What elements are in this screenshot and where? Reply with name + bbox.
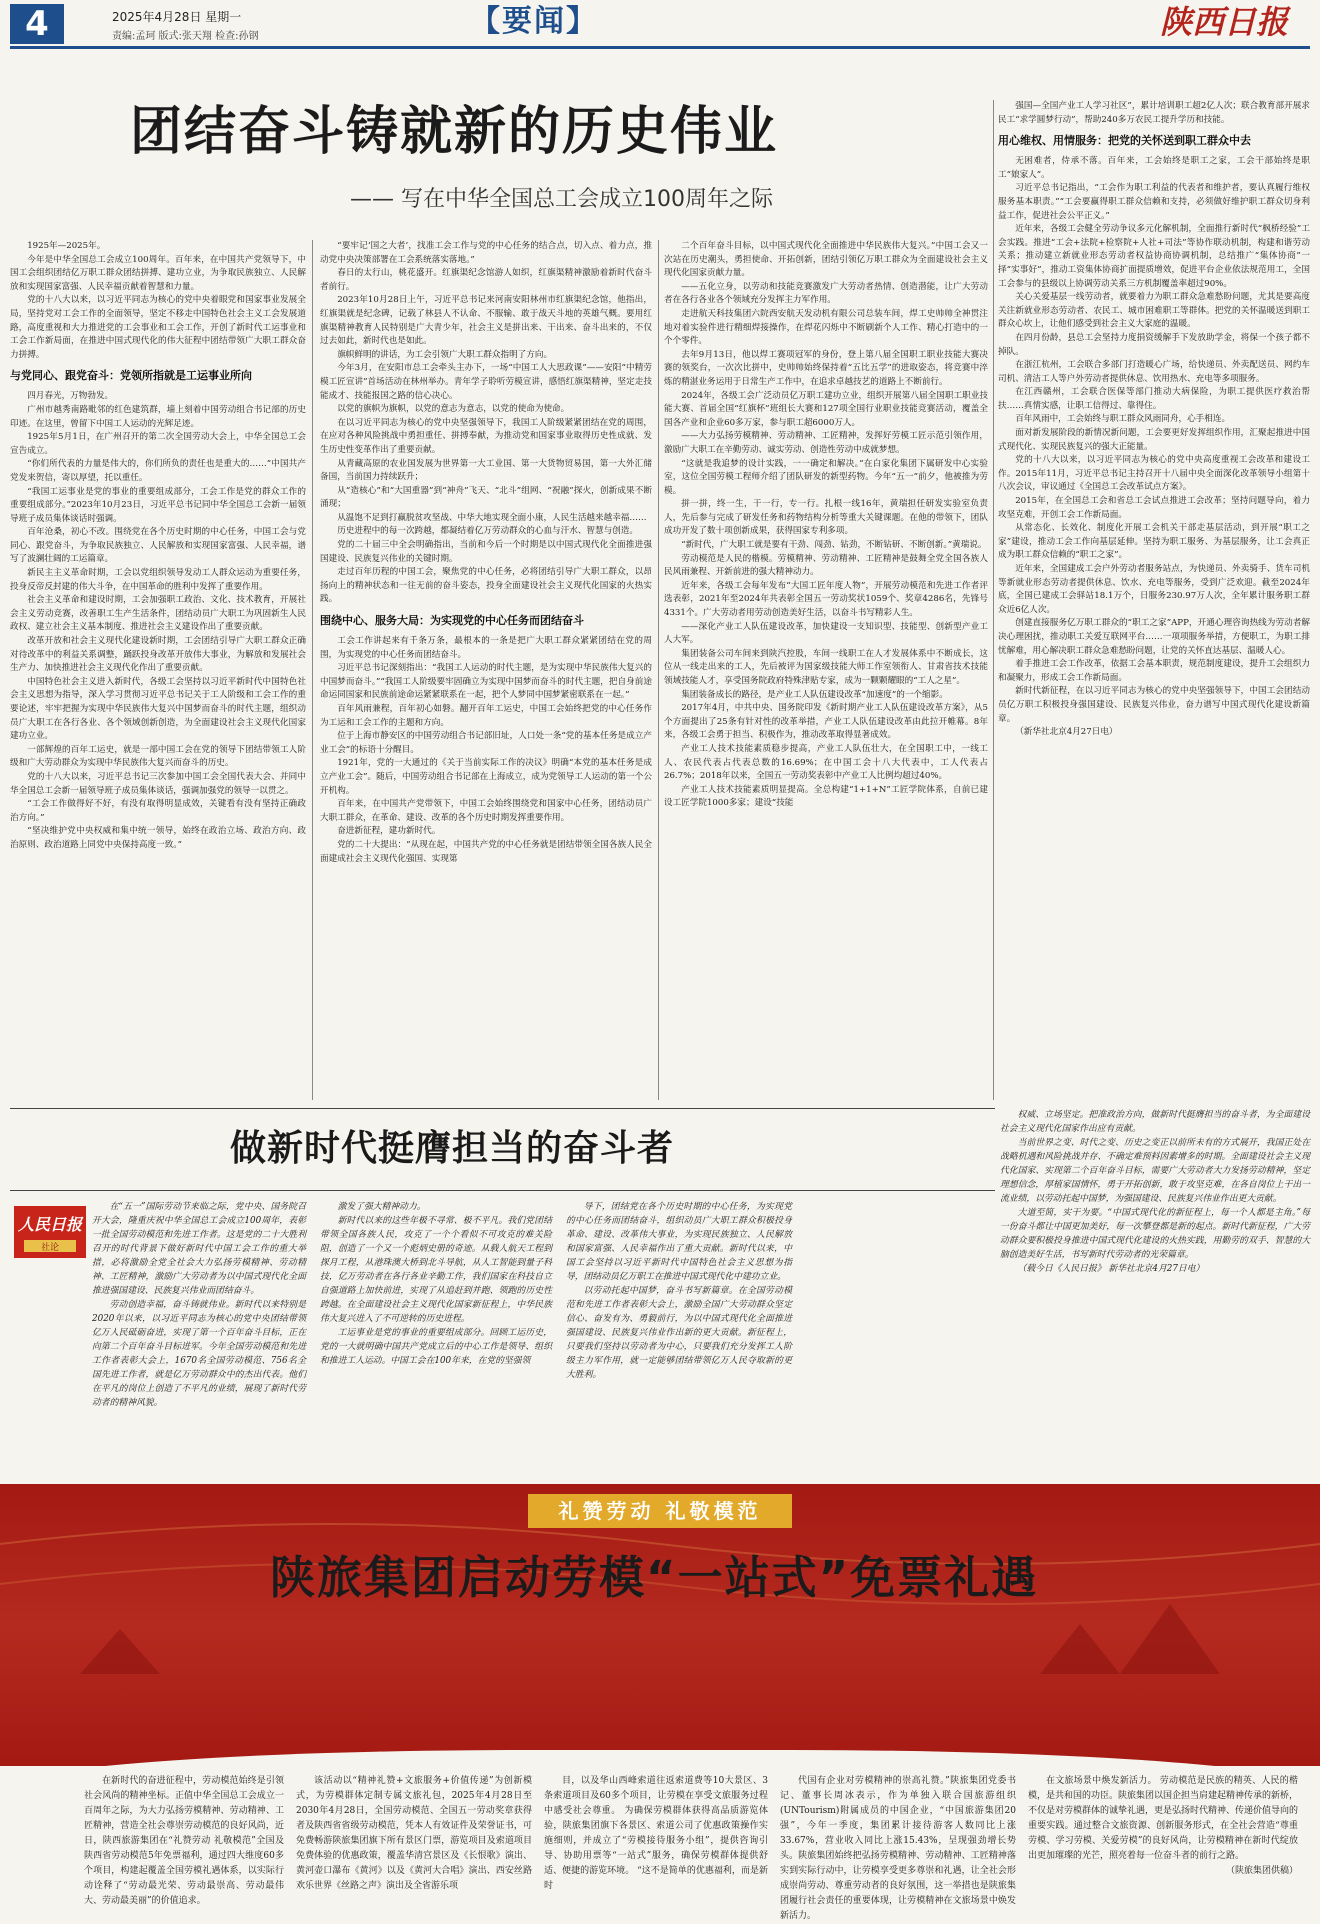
article-paragraph: 着手推进工会工作改革，依据工会基本职责，规范制度建设，提升工会组织力和凝聚力，形成工会工作新局面。 — [998, 659, 1310, 683]
article-paragraph: “这就是我追梦的设计实践，一一确定和解决。”在白家化集团下属研发中心实验室，这位全国劳模工程师介绍了团队研发的新型药物。今年“五一”前夕，他被推为劳模。 — [664, 458, 988, 496]
article1-title: 团结奋斗铸就新的历史伟业 — [130, 102, 779, 162]
section-heading: 与党同心、跟党奋斗：党领所指就是工运事业所向 — [10, 369, 252, 383]
masthead — [0, 0, 1320, 44]
people-daily-editorial-logo — [14, 1206, 86, 1258]
article2-column-3 — [566, 1200, 792, 1470]
section-rule — [10, 1190, 995, 1191]
article-paragraph: 创建直接服务亿万职工群众的“职工之家”APP，开通心理咨询热线为劳动者解决心理困扰，推动职工关爱互联网平台……一项项服务举措，方便职工，为职工排忧解难，用心解决职工群众急难愁盼问题，让党的关怀直达基层、温暖人心。 — [998, 618, 1310, 656]
article-paragraph: 去年9月13日，他以焊工赛项冠军的身份，登上第八届全国职工职业技能大赛决赛的领奖台，一次次比拼中，史帅帅始终保持着“五比五学”的进取姿态，将竞赛中淬炼的精湛业务运用于日常生产工作中，在追求卓越技艺的道路上不断前行。 — [664, 349, 988, 387]
article1-column-1 — [10, 240, 306, 1100]
article-paragraph: （新华社北京4月27日电） — [1015, 727, 1118, 738]
article-paragraph: ——五化立身，以劳动和技能竞赛激发广大劳动者热情、创造潜能，让广大劳动者在各行各业各个领域充分发挥主力军作用。 — [664, 281, 988, 306]
article-paragraph: ——大力弘扬劳模精神、劳动精神、工匠精神，发挥好劳模工匠示范引领作用，激励广大职工在辛勤劳动、诚实劳动、创造性劳动中成就梦想。 — [664, 431, 988, 455]
editor-credits: 责编:孟珂 版式:张天翔 检查:孙钢 — [112, 31, 259, 42]
article-paragraph: 关心关爱基层一线劳动者，就要着力为职工群众急难愁盼问题，尤其是要高度关注新就业形态劳动者、农民工、城市困难职工等群体。把党的关怀温暖送到职工群众心坎上，让他们感受到社会主义大家庭的温暖。 — [998, 292, 1310, 330]
article1-column-4 — [998, 100, 1310, 1100]
article3-paragraph: 该活动以“精神礼赞+文旅服务+价值传递”为创新模式，为劳模群体定制专属文旅礼包，2025年4月28日至2030年4月28日，全国劳动模范、全国五一劳动奖章获得者及陕西省省级劳动模范，凭本人有效证件及荣誉证书，可免费畅游陕旅集团旗下所有景区门票，游览项目及索道项目免费体验的优惠政策，覆盖华清宫景区及《长恨歌》演出、黄河壶口瀑布《黄河》以及《黄河大合唱》演出、西安丝路欢乐世界《丝路之声》演出及全省游乐项 — [296, 1776, 532, 1891]
section-heading: 围绕中心、服务大局：为实现党的中心任务而团结奋斗 — [320, 614, 584, 628]
article-paragraph: 二个百年奋斗目标，以中国式现代化全面推进中华民族伟大复兴。”中国工会又一次站在历史潮头，勇担使命、开拓创新，团结引领亿万职工群众为全面建设社会主义现代化国家贡献力量。 — [664, 241, 988, 279]
column-divider — [658, 240, 659, 1100]
paper-logo: 陕西日报 — [1160, 3, 1289, 41]
article-paragraph: 集团装备成长的路径，是产业工人队伍建设改革“加速度”的一个缩影。 — [681, 689, 948, 700]
article-paragraph: 社会主义革命和建设时期，工会加强职工政治、文化、技术教育，开展社会主义劳动竞赛，改善职工生产生活条件，团结动员广大职工为巩固新生人民政权、建立社会主义基本制度、推进社会主义建设作出了重要贡献。 — [10, 595, 306, 633]
article-paragraph: 2015年，在全国总工会和省总工会试点推进工会改革；坚持问题导向，着力攻坚克难，开创工会工作新局面。 — [998, 496, 1310, 520]
article-paragraph: 一部辉煌的百年工运史，就是一部中国工会在党的领导下团结带领工人阶级和广大劳动群众为实现中华民族伟大复兴而奋斗的历史。 — [10, 744, 306, 769]
article-paragraph: 1925年—2025年。 — [27, 241, 106, 251]
column-divider — [993, 100, 994, 1100]
article-paragraph: 1925年5月1日，在广州召开的第二次全国劳动大会上，中华全国总工会宣告成立。 — [10, 432, 306, 456]
article2-column-4 — [1000, 1108, 1310, 1470]
article3-column-1 — [84, 1774, 284, 1914]
article-paragraph: ——深化产业工人队伍建设改革，加快建设一支知识型、技能型、创新型产业工人大军。 — [664, 621, 988, 646]
article3-paragraph: 在文旅场景中焕发新活力。 劳动模范是民族的精英、人民的楷模，是共和国的功臣。陕旅集团以国企担当肩建起精神传承的新桥，不仅是对劳模群体的诚挚礼遇，更是弘扬时代精神、传递价值导向的重要实践。通过整合文旅资源、创新服务形式，在全社会营造“尊重劳模、学习劳模、关爱劳模”的良好风尚，让劳模精神在新时代绽放出更加璀璨的光芒，照亮着每一位奋斗者的前行之路。 — [1028, 1776, 1299, 1861]
article-paragraph: 从“造核心”和“大国重器”到“神舟”飞天、“北斗”组网、“祝融”探火，创新成果不断涌现； — [320, 485, 652, 510]
article-paragraph: 百年风雨中，工会始终与职工群众风雨同舟，心手相连。 — [1015, 414, 1231, 425]
article-paragraph: 工运事业是党的事业的重要组成部分。回顾工运历史，党的一大就明确中国共产党成立后的中心工作是领导、组织和推进工人运动。中国工会在100年来，在党的坚强领 — [320, 1328, 552, 1366]
article-paragraph: 产业工人技术技能素质明显提高。全总构建“1+1+N”工匠学院体系，自前已建设工匠学院1000多家；建设“技能 — [664, 784, 988, 809]
article1-column-3 — [664, 240, 988, 1100]
article3-column-4 — [780, 1774, 1016, 1921]
article-paragraph: 旗帜鲜明的讲话，为工会引领广大职工群众指明了方向。 — [337, 349, 553, 360]
article-paragraph: 中国特色社会主义进入新时代，各级工会坚持以习近平新时代中国特色社会主义思想为指导，深入学习贯彻习近平总书记关于工人阶级和工会工作的重要论述，牢牢把握为实现中华民族伟大复兴中国梦而奋斗的时代主题，组织动员广大职工在各行各业、各个领域创新创造，为全面建设社会主义现代化国家建功立业。 — [10, 676, 306, 742]
article-paragraph: “新时代，广大职工就是要有干劲、闯劲、钻劲，不断钻研、不断创新。”黄瑞说。 — [681, 540, 987, 551]
issue-date: 2025年4月28日 星期一 — [112, 10, 242, 24]
article-paragraph: 产业工人技术技能素质稳步提高，产业工人队伍壮大，在全国职工中，一线工人、农民代表占代表总数的16.69%；在中国工会十八大代表中，工人代表占26.7%；2018年以来，全国五一劳动奖表彰中产业工人比例均超过40%。 — [664, 743, 988, 782]
article-paragraph: 习近平总书记指出，“工会作为职工利益的代表者和维护者，要认真履行维权服务基本职责。”“工会要赢得职工群众信赖和支持，必须做好维护职工群众切身利益工作，促进社会公平正义。” — [998, 183, 1310, 221]
article-paragraph: 强国—全国产业工人学习社区”，累计培训职工超2亿人次；联合教育部开展求民工“求学圆梦行动”，帮助240多万农民工提升学历和技能。 — [998, 101, 1310, 125]
article-paragraph: “你们所代表的力量是伟大的，你们所负的责任也是重大的……”中国共产党发来贺信，寄以厚望，托以重任。 — [10, 459, 306, 483]
article3-signoff: （陕旅集团供稿） — [1225, 1866, 1298, 1876]
article3-paragraph: 在新时代的奋进征程中，劳动模范始终是引领社会风尚的精神坐标。正值中华全国总工会成立一百周年之际，为大力弘扬劳模精神、劳动精神、工匠精神，营造全社会尊崇劳动模范的良好风尚，近日，陕西旅游集团在“礼赞劳动 礼敬模范”全国及陕西省劳动模范5年免票福利，通过四大维度60多个项目，构建起覆盖全国劳模礼遇体系，以实际行动诠释了“劳动最光荣、劳动最崇高、劳动最伟大、劳动最美丽”的价值追求。 — [84, 1776, 284, 1906]
article-paragraph: 在浙江杭州，工会联合多部门打造暖心广场，给快递员、外卖配送员、网约车司机、清洁工人等户外劳动者提供休息、饮用热水、充电等多项服务。 — [998, 360, 1310, 384]
article-paragraph: 近年来，全国建成工会户外劳动者服务站点，为快递员、外卖骑手、货车司机等新就业形态劳动者提供休息、饮水、充电等服务，受到广泛欢迎。截至2024年底，全国已建成工会驿站18.1万个，日服务230.97万人次，全年累计服务职工群众近6亿人次。 — [998, 564, 1310, 615]
article-paragraph: 新民主主义革命时期，工会以党组织领导发动工人群众运动为重要任务，投身反帝反封建的伟大斗争，在中国革命的胜利中发挥了重要作用。 — [10, 568, 306, 592]
article-paragraph: 1921年，党的一大通过的《关于当前实际工作的决议》明确“本党的基本任务是成立产业工会”。随后，中国劳动组合书记部在上海成立，成为党领导工人运动的第一个公开机构。 — [320, 758, 652, 796]
article-paragraph: 习近平总书记深刻指出：“我国工人运动的时代主题，是为实现中华民族伟大复兴的中国梦而奋斗。”“我国工人阶级要牢固确立为实现中国梦而奋斗的时代主题，把自身前途命运同国家和民族前途命运紧紧联系在一起，把个人梦同中国梦紧密联系在一起。” — [320, 663, 652, 701]
article-paragraph: 拼一拼，终一生，干一行，专一行。扎根一线16年，黄瑞担任研发实验室负责人，先后参与完成了研发任务和药物结构分析等重大关键课题。在他的带领下，团队成功开发了数十项创新成果，获得国家专利多项。 — [664, 499, 988, 537]
article-paragraph: 今年3月，在安阳市总工会牵头主办下，一场“中国工人大思政课”——安阳“中精劳模工匠宣讲”首场活动在林州举办。青年学子聆听劳模宣讲，感悟红旗渠精神，坚定走技能成才、技能报国之路的信心决心。 — [320, 363, 652, 401]
article-paragraph: “工会工作做得好不好，有没有取得明显成效，关键看有没有坚持正确政治方向。” — [10, 799, 306, 823]
article-paragraph: 历史进程中的每一次跨越，都凝结着亿万劳动群众的心血与汗水、智慧与创造。 — [337, 526, 638, 537]
article-paragraph: 新时代新征程，在以习近平同志为核心的党中央坚强领导下，中国工会团结动员亿万职工积极投身强国建设、民族复兴伟业，奋力谱写中国式现代化建设新篇章。 — [998, 686, 1310, 724]
article-paragraph: 近年来，各级工会健全劳动争议多元化解机制，全面推行新时代“枫桥经验”工会实践。推进“工会+法院+检察院+人社+司法”等协作联动机制，构建和谐劳动关系；推动建立新就业形态劳动者权益协商协调机制，总结推广“集体协商”一择“实事好”，推动工资集体协商扩面提质增效，促进平台企业依法规范用工，全国工会参与的县级以上协调劳动关系三方机制覆盖率超过90%。 — [998, 224, 1310, 289]
article-paragraph: 党的十八大以来，以习近平同志为核心的党中央着眼党和国家事业发展全局，坚持党对工会工作的全面领导，坚定不移走中国特色社会主义工会发展道路，高度重视和大力推进党的工会事业和工会工作，开创了新时代工运事业和工会工作新局面，在推进中国式现代化的伟大征程中团结带领广大职工群众奋力拼搏。 — [10, 295, 306, 360]
article-paragraph: “要牢记‘国之大者’，找准工会工作与党的中心任务的结合点，切入点、着力点，推动党中央决策部署在工会系统落实落地。” — [320, 241, 652, 265]
section-label: 【要闻】 — [470, 4, 598, 39]
logo-subtitle: 社论 — [40, 1243, 60, 1253]
article-paragraph: 在江西赣州，工会联合医保等部门推动大病保险，为职工提供医疗救治帮扶……真情实感，让职工信得过、靠得住。 — [998, 387, 1310, 411]
article-paragraph: 今年是中华全国总工会成立100周年。百年来，在中国共产党领导下，中国工会组织团结亿万职工群众团结拼搏、建功立业，为争取民族独立、人民解放和实现国家富强、人民幸福贡献着智慧和力量。 — [10, 254, 306, 292]
article3-paragraph: 代国有企业对劳模精神的崇高礼赞。”陕旅集团党委书记、董事长周冰表示，作为单独入联合国旅游组织(UNTourism)附属成员的中国企业，“中国旅游集团20强”，今年一季度，集团累计接待游客人数同比上涨33.67%，营业收入同比上涨15.43%，呈现强劲增长势头。陕旅集团始终把弘扬劳模精神、劳动精神、工匠精神落实到实际行动中，让劳模享受更多尊崇和礼遇，让全社会形成崇尚劳动、尊重劳动者的良好氛围，这一举措也是陕旅集团履行社会责任的重要体现，让劳模精神在文旅场景中焕发新活力。 — [780, 1776, 1016, 1921]
article-paragraph: 百年沧桑，初心不改。围绕党在各个历史时期的中心任务，中国工会与党同心、跟党奋斗，为争取民族独立、人民解放和实现国家富强、人民幸福，谱写了波澜壮阔的工运篇章。 — [10, 527, 306, 565]
article-paragraph: 激发了强大精神动力。 — [337, 1202, 426, 1212]
article-paragraph: 党的十八大以来，习近平总书记三次参加中国工会全国代表大会、并同中华全国总工会新一届领导班子成员集体谈话，强调加强党的领导一以贯之。 — [10, 771, 306, 796]
article-paragraph: 从青藏高原的农业国发展为世界第一大工业国、第一大货物贸易国，第一大外汇储备国，当前国力持续跃升； — [320, 458, 652, 483]
article-paragraph: 2017年4月，中共中央、国务院印发《新时期产业工人队伍建设改革方案》，从5个方面提出了25条有针对性的改革举措，产业工人队伍建设改革由此拉开帷幕。8年来，各级工会勇于担当、积极作为，推动改革取得显著成效。 — [664, 703, 988, 741]
article-paragraph: 导下，团结党在各个历史时期的中心任务，为实现党的中心任务而团结奋斗，组织动员广大职工群众积极投身革命、建设、改革伟大事业，为实现民族独立、人民解放和国家富强、人民幸福作出了重大贡献。新时代以来，中国工会坚持以习近平新时代中国特色社会主义思想为指导，团结动员亿万职工在推进中国式现代化中建功立业。 — [566, 1202, 792, 1282]
article3-column-3 — [544, 1774, 768, 1914]
article3-column-2 — [296, 1774, 532, 1914]
article-paragraph: 当前世界之变、时代之变、历史之变正以前所未有的方式展开，我国正处在战略机遇和风险挑战并存、不确定难预料因素增多的时期。全面建设社会主义现代化国家、实现第二个百年奋斗目标，需要广大劳动者大力发扬劳动精神，坚定理想信念，厚植家国情怀，勇于开拓创新，敢于攻坚克难，在各自岗位上干出一流业绩，以劳动托起中国梦，为强国建设、民族复兴伟业作出更大贡献。 — [1000, 1138, 1310, 1204]
masthead-rule — [10, 46, 1310, 49]
article2-column-1 — [92, 1200, 306, 1470]
article-paragraph: 2023年10月28日上午，习近平总书记来河南安阳林州市红旗渠纪念馆，他指出，红旗渠就是纪念碑，记载了林县人不认命、不服输、敢于战天斗地的英雄气概。要用红旗渠精神教育人民特别是广大青少年，社会主义是拼出来、干出来、奋斗出来的，不仅过去如此，新时代也是如此。 — [320, 295, 652, 347]
article-paragraph: 党的二十届三中全会明确指出，当前和今后一个时期是以中国式现代化全面推进强国建设、民族复兴伟业的关键时期。 — [320, 540, 652, 564]
article2-title: 做新时代挺膺担当的奋斗者 — [230, 1127, 675, 1169]
article-paragraph: 工会工作讲起来有千条万条，最根本的一条是把广大职工群众紧紧团结在党的周围，为实现党的中心任务而团结奋斗。 — [320, 636, 652, 660]
article-paragraph: “坚决维护党中央权威和集中统一领导，始终在政治立场、政治方向、政治原则、政治道路上同党中央保持高度一致。” — [10, 826, 306, 850]
article2-column-2 — [320, 1200, 552, 1470]
article-paragraph: 近年来，各级工会每年发布“大国工匠年度人物”，开展劳动模范和先进工作者评选表彰，2021年至2024年共表彰全国五一劳动奖状1059个、奖章4286名，先锋号4331个。广大劳动者用劳动创造美好生活，以奋斗书写精彩人生。 — [664, 580, 988, 619]
article1-subtitle: —— 写在中华全国总工会成立100周年之际 — [350, 187, 773, 212]
section-rule — [10, 1108, 995, 1109]
article-paragraph: “我国工运事业是党的事业的重要组成部分，工会工作是党的群众工作的重要组成部分。”2023年10月23日，习近平总书记同中华全国总工会新一届领导班子成员集体谈话时强调。 — [10, 486, 306, 524]
article-paragraph: 奋进新征程，建功新时代。 — [337, 826, 441, 837]
article-paragraph: 在四月份龄，县总工会坚持力度捐资缓解手下发放助学金，将保一个孩子都不掉队。 — [998, 332, 1310, 357]
article-paragraph: 集团装备公司车间来到陕汽控股，车间一线职工在人才发展体系中不断成长，这位从一线走出来的工人，先后被评为国家级技能大师工作室领衔人、甘肃省技术技能领域技能人才，享受国务院政府特殊津贴专家，成为一颗颗耀眼的“工人之星”。 — [664, 648, 988, 686]
article-paragraph: 广州市越秀南路毗邻的红色建筑群，墙上刻着中国劳动组合书记部的历史印迹。在这里，曾留下中国工人运动的光辉足迹。 — [10, 404, 306, 429]
article3-kicker: 礼赞劳动 礼敬模范 — [528, 1494, 792, 1528]
article-paragraph: 走进航天科技集团六院西安航天发动机有限公司总装车间，焊工史帅帅全神贯注地对着实验件进行精细焊接操作，在焊花闪烁中不断刷新个人工作、精心打造中的一个个零件。 — [664, 308, 988, 347]
article-paragraph: 党的十八大以来，以习近平同志为核心的党中央高度重视工会改革和建设工作。2015年11月，习近平总书记主持召开十八届中央全面深化改革领导小组第十八次会议，审议通过《全国总工会改革试点方案》。 — [998, 455, 1310, 493]
article-paragraph: 党的二十大提出：“从现在起，中国共产党的中心任务就是团结带领全国各族人民全面建成社会主义现代化强国、实现第 — [320, 839, 652, 864]
article-paragraph: 大道至简，实干为要。“中国式现代化的新征程上，每一个人都是主角。”每一份奋斗都让中国更加美好，每一次攀登都是新的起点。新时代新征程，广大劳动群众要积极投身推进中国式现代化建设的火热实践，用勤劳的双手、智慧的大脑创造美好生活，书写新时代劳动者的光荣篇章。 — [1000, 1208, 1310, 1260]
logo-title: 人民日报 — [17, 1215, 83, 1234]
article-paragraph: 百年风雨兼程，百年初心如磐。翻开百年工运史，中国工会始终把党的中心任务作为工运和工会工作的主题和方向。 — [320, 704, 652, 728]
article-paragraph: 2024年，各级工会广泛动员亿万职工建功立业，组织开展第八届全国职工职业技能大赛、首届全国“红旗杯”班组长大赛和127项全国行业职业技能竞赛活动，覆盖全国各产业和企业60多万家，参与职工超6000万人。 — [664, 390, 988, 428]
article-paragraph: 走过百年历程的中国工会，聚焦党的中心任务，必将团结引导广大职工群众，以昂扬向上的精神状态和一往无前的奋斗姿态，投身全面建设社会主义现代化国家的火热实践。 — [320, 567, 652, 605]
article-paragraph: 以劳动托起中国梦，奋斗书写新篇章。在全国劳动模范和先进工作者表彰大会上，激励全国广大劳动群众坚定信心、奋发有为、勇毅前行，为以中国式现代化全面推进强国建设、民族复兴伟业作出新的更大贡献。新征程上，只要我们坚持以劳动者为中心，只要我们充分发挥工人阶级主力军作用，就一定能够团结带领亿万人民夺取新的更大胜利。 — [566, 1286, 792, 1380]
article-paragraph: 从常态化、长效化、制度化开展工会机关干部走基层活动，到开展“职工之家”建设，推动工会工作向基层延伸。坚持为职工服务、为基层服务，让工会真正成为职工群众信赖的“职工之家”。 — [998, 523, 1310, 561]
article-paragraph: 在“五一”国际劳动节来临之际，党中央、国务院召开大会，隆重庆祝中华全国总工会成立100周年，表彰一批全国劳动模范和先进工作者。这是党的二十大胜利召开的时代背景下做好新时代中国工会工作的重大举措，必将激励全党全社会大力弘扬劳模精神、劳动精神、工匠精神，激励广大劳动者为以中国式现代化全面推进强国建设、民族复兴伟业而团结奋斗。 — [92, 1202, 306, 1296]
article-paragraph: 以党的旗帜为旗帜，以党的意志为意志，以党的使命为使命。 — [337, 404, 570, 415]
article-paragraph: 面对新发展阶段的新情况新问题，工会要更好发挥组织作用，汇聚起推进中国式现代化、实现民族复兴的强大正能量。 — [998, 428, 1310, 452]
article-paragraph: 劳动创造幸福，奋斗铸就伟业。新时代以来特别是2020年以来，以习近平同志为核心的党中央团结带领亿万人民砥砺奋进，实现了第一个百年奋斗目标，正在向第二个百年奋斗目标进军。今年全国劳动模范和先进工作者表彰大会上，1670名全国劳动模范、756名全国先进工作者，就是亿万劳动群众中的杰出代表。他们在平凡的岗位上创造了不平凡的业绩，展现了新时代劳动者的精神风貌。 — [92, 1300, 306, 1408]
article3-paragraph: 目，以及华山西峰索道往返索道费等10大景区、3条索道项目及60多个项目，让劳模在享受文旅服务过程中感受社会尊重。 为确保劳模群体获得高品质游览体验，陕旅集团旗下各景区、索道公司了优惠政策操作实施细则，并成立了“劳模接待服务小组”，提供咨询引导、协助用票等“一站式”服务，确保劳模群体提供舒适、便捷的游览环境。 “这不是简单的优惠福利，而是新时 — [544, 1776, 768, 1891]
column-divider — [312, 240, 313, 1100]
article-paragraph: 四月春光，万物勃发。 — [27, 391, 114, 402]
section-heading: 用心维权、用情服务：把党的关怀送到职工群众中去 — [998, 134, 1251, 148]
article-paragraph: 从温饱不足到打赢脱贫攻坚战、中华大地实现全面小康，人民生活越来越幸福…… — [337, 512, 647, 523]
article3-title: 陕旅集团启动劳模“一站式”免票礼遇 — [270, 1551, 1039, 1604]
article-paragraph: （载今日《人民日报》 新华社北京4月27日电） — [1017, 1264, 1205, 1274]
article-paragraph: 百年来，在中国共产党带领下，中国工会始终围绕党和国家中心任务，团结动员广大职工群众，在革命、建设、改革的各个历史时期发挥重要作用。 — [320, 799, 652, 823]
article-paragraph: 劳动模范是人民的楷模。劳模精神、劳动精神、工匠精神是鼓舞全党全国各族人民风雨兼程、开新前进的强大精神动力。 — [664, 553, 988, 578]
article-paragraph: 春日的太行山，桃花盛开。红旗渠纪念馆游人如织，红旗渠精神激励着新时代奋斗者前行。 — [320, 268, 652, 292]
article-paragraph: 无困难者，侍承不落。百年来，工会始终是职工之家，工会干部始终是职工“娘家人”。 — [998, 156, 1310, 180]
article3-column-5 — [1028, 1774, 1298, 1914]
page-number: 4 — [10, 4, 64, 44]
article1-column-2 — [320, 240, 652, 1100]
article-paragraph: 权威、立场坚定。把准政治方向，做新时代挺膺担当的奋斗者，为全面建设社会主义现代化国家作出应有贡献。 — [1000, 1110, 1310, 1134]
article-paragraph: 新时代以来的这些年极不寻常、极不平凡。我们党团结带领全国各族人民，攻克了一个个看似不可攻克的难关险阻，创造了一个又一个彪炳史册的奇迹。从载人航天工程到探月工程，从港珠澳大桥到北斗导航，从人工智能到量子科技，亿万劳动者在各行各业辛勤工作，我们国家在科技自立自强道路上加快前进，实现了从追赶到并跑、领跑的历史性跨越。在全面建设社会主义现代化国家新征程上，中华民族伟大复兴进入了不可逆转的历史进程。 — [320, 1216, 552, 1324]
article-paragraph: 改革开放和社会主义现代化建设新时期，工会团结引导广大职工群众正确对待改革中的利益关系调整，踊跃投身改革开放伟大事业，为解放和发展社会生产力、加快推进社会主义现代化作出了重要贡献。 — [10, 636, 306, 674]
article-paragraph: 在以习近平同志为核心的党中央坚强领导下，我国工人阶级紧紧团结在党的周围，在应对各种风险挑战中勇担重任、拼搏奉献，为推动党和国家事业取得历史性成就、发生历史性变革作出了重要贡献。 — [320, 417, 652, 455]
article-paragraph: 位于上海市静安区的中国劳动组合书记部旧址，人口处一条“党的基本任务是成立产业工会”的标语十分醒目。 — [320, 731, 652, 755]
